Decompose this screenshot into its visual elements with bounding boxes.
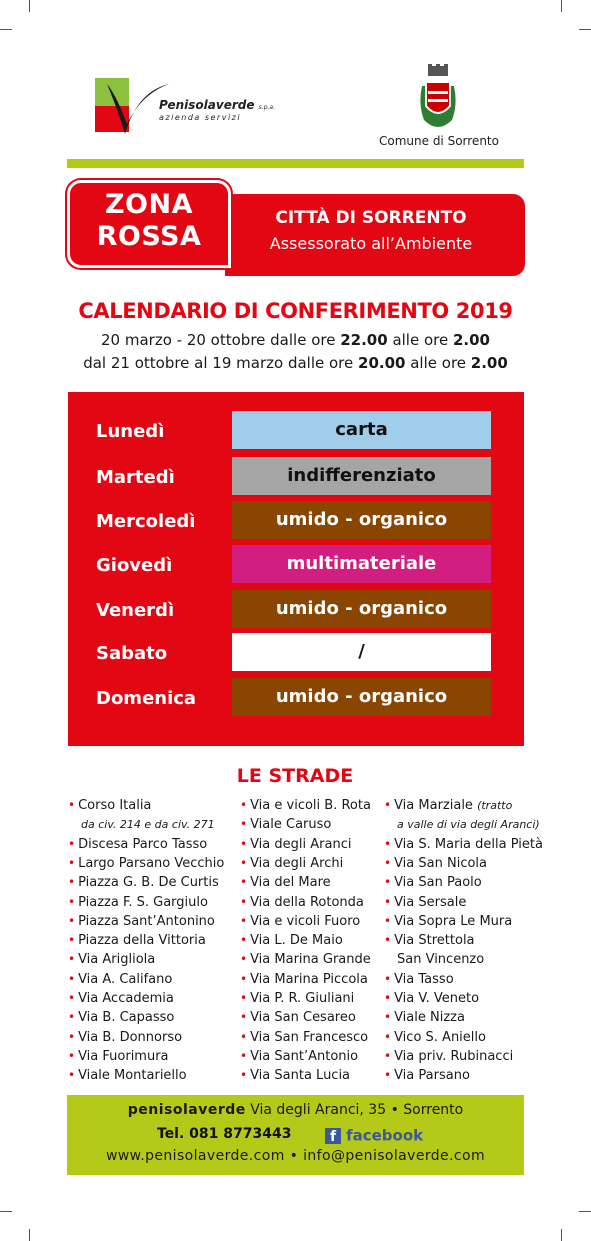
calendar-title: CALENDARIO DI CONFERIMENTO 2019 xyxy=(78,299,513,323)
street-item xyxy=(240,816,331,833)
schedule-waste-type: indifferenziato xyxy=(232,457,491,495)
crop-mark xyxy=(579,1211,591,1212)
bullet-dot: • xyxy=(384,1010,392,1025)
office-subtitle: Assessorato all’Ambiente xyxy=(269,234,473,253)
street-name: Largo Parsano Vecchio xyxy=(78,855,225,871)
street-item xyxy=(68,951,155,968)
facebook-icon: f xyxy=(325,1128,341,1144)
street-name: Via San Francesco xyxy=(250,1029,369,1045)
street-item xyxy=(384,836,543,853)
zona-line2: ROSSA xyxy=(96,221,202,252)
street-item xyxy=(240,913,360,930)
bullet-dot: • xyxy=(68,933,76,948)
crop-mark xyxy=(29,1229,30,1241)
street-item xyxy=(68,1067,187,1084)
street-name: Via Sant’Antonio xyxy=(250,1048,359,1064)
bullet-dot: • xyxy=(240,836,248,851)
street-name: Via Marina Grande xyxy=(250,952,371,968)
schedule-waste-type: multimateriale xyxy=(232,545,491,583)
street-item xyxy=(68,990,174,1007)
street-name: Corso Italia xyxy=(78,798,152,813)
header-divider xyxy=(67,159,524,168)
street-name: Via Accademia xyxy=(78,991,174,1006)
bullet-dot: • xyxy=(240,952,248,967)
crop-mark xyxy=(561,0,562,12)
street-name: Via A. Califano xyxy=(78,971,173,987)
street-name: Via San Nicola xyxy=(394,855,488,871)
street-name: San Vincenzo xyxy=(397,952,485,968)
street-name: Via San Cesareo xyxy=(250,1010,356,1026)
bullet-dot: • xyxy=(384,798,392,812)
street-name: da civ. 214 e da civ. 271 xyxy=(81,818,215,832)
schedule-day: Martedì xyxy=(96,467,175,488)
streets-title: LE STRADE xyxy=(236,765,354,787)
street-name: Via Santa Lucia xyxy=(250,1068,351,1084)
street-item xyxy=(384,913,512,930)
street-name: Via L. De Maio xyxy=(250,933,343,949)
street-item xyxy=(384,1009,465,1026)
street-name: Viale Caruso xyxy=(250,817,332,833)
street-name: Via Sersale xyxy=(394,894,467,910)
street-item xyxy=(68,836,207,853)
bullet-dot: • xyxy=(68,836,76,851)
street-name: a valle di via degli Aranci) xyxy=(397,818,540,832)
street-item xyxy=(384,1048,513,1065)
street-item xyxy=(240,874,331,891)
street-name: Via Parsano xyxy=(394,1068,470,1084)
bullet-dot: • xyxy=(240,933,248,948)
bullet-dot: • xyxy=(68,855,76,870)
street-name: Via Sopra Le Mura xyxy=(394,913,513,929)
bullet-dot: • xyxy=(384,933,392,948)
bullet-dot: • xyxy=(384,875,392,890)
street-name: Viale Nizza xyxy=(394,1010,465,1026)
street-item xyxy=(240,1048,358,1065)
street-name: Via B. Capasso xyxy=(78,1010,175,1026)
facebook-label: facebook xyxy=(346,1126,424,1145)
street-item xyxy=(68,1048,169,1065)
bullet-dot: • xyxy=(68,1010,76,1025)
bullet-dot: • xyxy=(68,913,76,928)
street-item xyxy=(240,1067,350,1084)
bullet-dot: • xyxy=(68,798,76,812)
sorrento-crest-icon xyxy=(414,64,462,134)
bullet-dot: • xyxy=(384,1068,392,1083)
street-name: Via Strettola xyxy=(394,933,475,949)
street-name: Piazza G. B. De Curtis xyxy=(78,875,219,891)
bullet-dot: • xyxy=(240,1029,248,1044)
street-name: Piazza F. S. Gargiulo xyxy=(78,894,208,910)
bullet-dot: • xyxy=(240,1010,248,1025)
schedule-day: Lunedì xyxy=(96,421,165,442)
schedule-day: Venerdì xyxy=(96,600,175,621)
bullet-dot: • xyxy=(68,971,76,986)
crop-mark xyxy=(29,0,30,12)
street-name: Via Marina Piccola xyxy=(250,971,368,987)
schedule-waste-type: umido - organico xyxy=(232,501,491,539)
street-item xyxy=(81,816,215,833)
street-name: Via P. R. Giuliani xyxy=(250,991,355,1006)
street-name: Via e vicoli Fuoro xyxy=(250,913,361,929)
street-item xyxy=(68,874,219,891)
logo-company-name: Penisolaverde s.p.a. xyxy=(159,98,276,112)
street-name: Via B. Donnorso xyxy=(78,1029,183,1045)
bullet-dot: • xyxy=(240,875,248,890)
street-item xyxy=(240,990,354,1007)
street-name: Via della Rotonda xyxy=(250,894,364,910)
street-name: Vico S. Aniello xyxy=(394,1029,486,1045)
street-item xyxy=(68,855,224,872)
schedule-waste-type: carta xyxy=(232,411,491,449)
street-name: Via Fuorimura xyxy=(78,1048,169,1064)
street-item xyxy=(384,1029,486,1046)
schedule-day: Giovedì xyxy=(96,555,173,576)
street-name: Piazza della Vittoria xyxy=(78,933,206,949)
street-item xyxy=(397,951,484,968)
schedule-waste-type: / xyxy=(232,633,491,671)
comune-label: Comune di Sorrento xyxy=(379,134,499,148)
street-item xyxy=(68,894,208,911)
street-item xyxy=(68,913,215,930)
bullet-dot: • xyxy=(68,875,76,890)
street-name: Via del Mare xyxy=(250,875,331,891)
street-name: Via degli Aranci xyxy=(250,836,352,852)
street-item xyxy=(240,797,371,814)
schedule-day: Mercoledì xyxy=(96,511,196,532)
street-item xyxy=(240,894,364,911)
bullet-dot: • xyxy=(384,913,392,928)
bullet-dot: • xyxy=(384,836,392,851)
street-name: Via Arigliola xyxy=(78,952,156,968)
bullet-dot: • xyxy=(68,1029,76,1044)
crop-mark xyxy=(0,29,12,30)
street-item xyxy=(384,990,479,1007)
bullet-dot: • xyxy=(384,971,392,986)
crop-mark xyxy=(579,29,591,30)
street-item xyxy=(384,797,512,814)
street-name: Via Tasso xyxy=(394,971,454,987)
schedule-waste-type: umido - organico xyxy=(232,678,491,716)
bullet-dot: • xyxy=(384,991,392,1005)
street-item xyxy=(384,855,487,872)
street-item xyxy=(68,971,172,988)
bullet-dot: • xyxy=(384,894,392,909)
street-item xyxy=(240,1029,368,1046)
zona-line1: ZONA xyxy=(104,189,194,220)
street-name: Discesa Parco Tasso xyxy=(78,836,208,852)
bullet-dot: • xyxy=(240,991,248,1005)
street-item xyxy=(384,874,482,891)
street-name: Via degli Archi xyxy=(250,855,344,871)
schedule-waste-type: umido - organico xyxy=(232,590,491,628)
footer-phone: Tel. 081 8773443 xyxy=(157,1126,292,1142)
bullet-dot: • xyxy=(68,1068,76,1083)
logo-tagline: azienda servizi xyxy=(159,113,242,122)
facebook-link[interactable] xyxy=(325,1125,423,1143)
street-item xyxy=(240,951,371,968)
bullet-dot: • xyxy=(68,894,76,909)
calendar-hours-summer: 20 marzo - 20 ottobre dalle ore 22.00 alle ore 2.00 xyxy=(101,331,490,349)
bullet-dot: • xyxy=(240,894,248,909)
street-name: Via priv. Rubinacci xyxy=(394,1048,514,1064)
street-name: Via V. Veneto xyxy=(394,991,480,1006)
street-name: Via e vicoli B. Rota xyxy=(250,798,371,813)
street-name: Viale Montariello xyxy=(78,1068,187,1084)
penisolaverde-logo xyxy=(95,78,276,140)
bullet-dot: • xyxy=(240,798,248,812)
footer-address: penisolaverde Via degli Aranci, 35 • Sorrento xyxy=(127,1102,464,1118)
schedule-day: Sabato xyxy=(96,643,168,664)
bullet-dot: • xyxy=(384,1048,392,1063)
street-item xyxy=(240,855,343,872)
zona-rossa-badge xyxy=(67,180,231,268)
street-item xyxy=(384,971,454,988)
bullet-dot: • xyxy=(68,991,76,1005)
bullet-dot: • xyxy=(240,855,248,870)
bullet-dot: • xyxy=(240,1068,248,1083)
street-item xyxy=(68,797,151,814)
street-name: Via Marziale xyxy=(394,798,473,813)
crop-mark xyxy=(0,1211,12,1212)
bullet-dot: • xyxy=(240,1048,248,1063)
city-title: CITTÀ DI SORRENTO xyxy=(275,208,467,228)
bullet-dot: • xyxy=(240,971,248,986)
street-item xyxy=(68,1009,174,1026)
bullet-dot: • xyxy=(384,855,392,870)
street-item xyxy=(68,932,206,949)
bullet-dot: • xyxy=(384,1029,392,1044)
street-item xyxy=(240,971,368,988)
bullet-dot: • xyxy=(240,913,248,928)
footer-web-email[interactable]: www.penisolaverde.com • info@penisolaverde.com xyxy=(105,1148,486,1164)
street-name: Via San Paolo xyxy=(394,875,482,891)
street-name: Via S. Maria della Pietà xyxy=(394,836,543,852)
bullet-dot: • xyxy=(68,952,76,967)
crop-mark xyxy=(561,1229,562,1241)
street-item xyxy=(384,894,466,911)
bullet-dot: • xyxy=(68,1048,76,1063)
street-item xyxy=(240,836,351,853)
street-item xyxy=(384,932,475,949)
schedule-day: Domenica xyxy=(96,688,197,709)
street-item xyxy=(240,1009,356,1026)
street-item xyxy=(397,816,540,833)
street-note: (tratto xyxy=(477,799,513,812)
calendar-hours-winter: dal 21 ottobre al 19 marzo dalle ore 20.00 alle ore 2.00 xyxy=(83,354,508,372)
street-item xyxy=(68,1029,182,1046)
street-item xyxy=(384,1067,470,1084)
street-name: Piazza Sant’Antonino xyxy=(78,913,215,929)
bullet-dot: • xyxy=(240,817,248,832)
street-item xyxy=(240,932,343,949)
